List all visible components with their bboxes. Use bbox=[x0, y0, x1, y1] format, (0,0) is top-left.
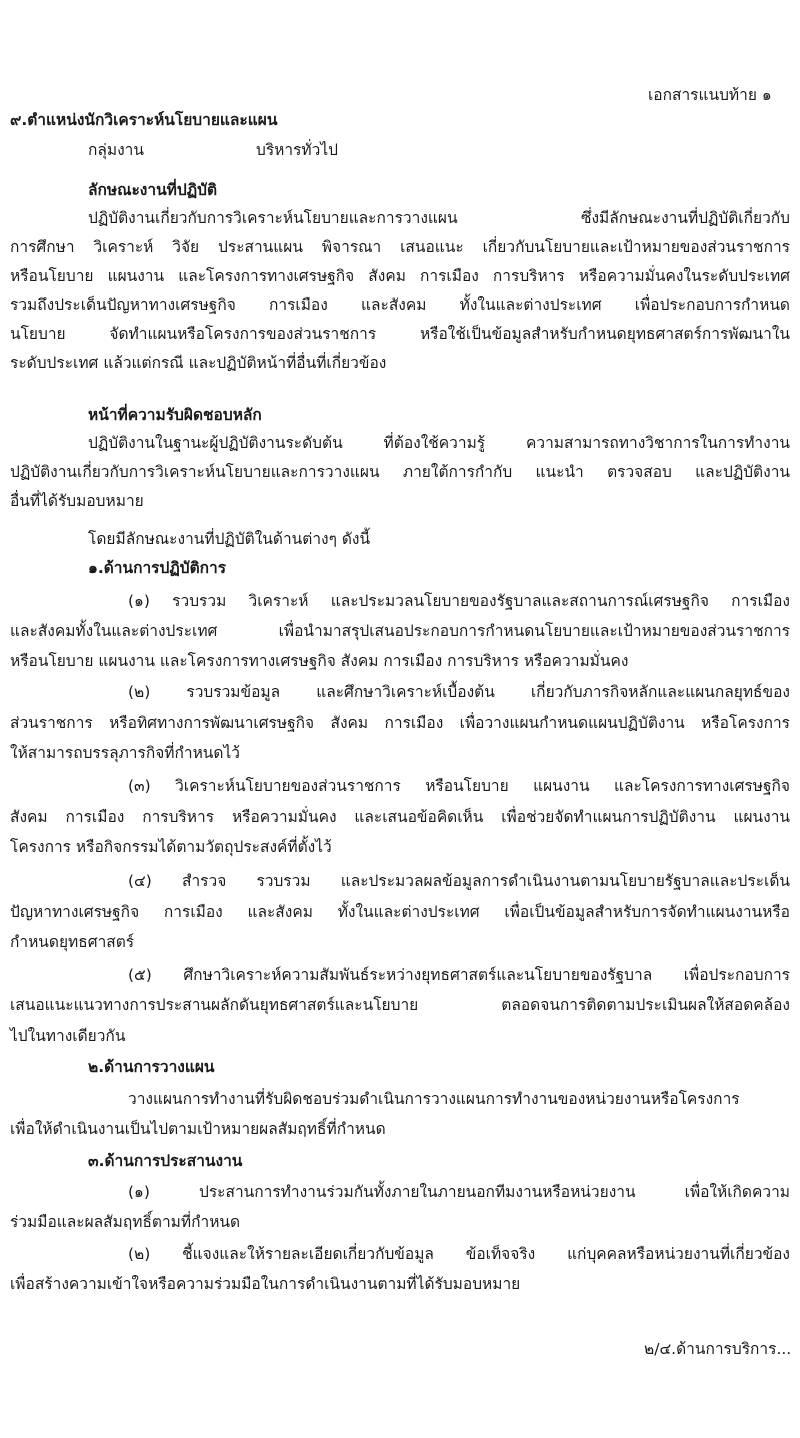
operations-heading: ๑.ด้านการปฏิบัติการ bbox=[88, 559, 227, 577]
nature-line: ปฏิบัติงานเกี่ยวกับการวิเคราะห์นโยบายและการวางแผน ซึ่งมีลักษณะงานที่ปฏิบัติเกี่ยวกับ bbox=[88, 209, 790, 227]
operations-item-line: กำหนดยุทธศาสตร์ bbox=[10, 933, 135, 951]
operations-item-line: (๑) รวบรวม วิเคราะห์ และประมวลนโยบายของรัฐบาลและสถานการณ์เศรษฐกิจ การเมือง bbox=[128, 592, 790, 610]
job-group-label: กลุ่มงาน bbox=[88, 141, 144, 159]
nature-line: การศึกษา วิเคราะห์ วิจัย ประสานแผน พิจารณา เสนอแนะ เกี่ยวกับนโยบายและเป้าหมายของส่วนราชการ bbox=[10, 238, 790, 256]
nature-line: นโยบาย จัดทำแผนหรือโครงการของส่วนราชการ หรือใช้เป็นข้อมูลสำหรับกำหนดยุทธศาสตร์การพัฒนาใน bbox=[10, 325, 790, 343]
duties-line: ปฏิบัติงานเกี่ยวกับการวิเคราะห์นโยบายและการวางแผน ภายใต้การกำกับ แนะนำ ตรวจสอบ และปฏิบัติงาน bbox=[10, 463, 790, 481]
operations-item-line: ปัญหาทางเศรษฐกิจ การเมือง และสังคม ทั้งในและต่างประเทศ เพื่อเป็นข้อมูลสำหรับการจัดทำแผนงานหรือ bbox=[10, 903, 790, 921]
job-group-value: บริหารทั่วไป bbox=[256, 141, 338, 159]
operations-item-line: (๒) รวบรวมข้อมูล และศึกษาวิเคราะห์เบื้องต้น เกี่ยวกับภารกิจหลักและแผนกลยุทธ์ของ bbox=[128, 683, 790, 701]
coordination-item-line: เพื่อสร้างความเข้าใจหรือความร่วมมือในการดำเนินงานตามที่ได้รับมอบหมาย bbox=[10, 1275, 521, 1293]
nature-heading: ลักษณะงานที่ปฏิบัติ bbox=[88, 181, 218, 199]
operations-item-line: เสนอแนะแนวทางการประสานผลักดันยุทธศาสตร์และนโยบาย ตลอดจนการติดตามประเมินผลให้สอดคล้อง bbox=[10, 996, 790, 1014]
operations-item-line: และสังคมทั้งในและต่างประเทศ เพื่อนำมาสรุปเสนอประกอบการกำหนดนโยบายและเป้าหมายของส่วนราชการ bbox=[10, 622, 790, 640]
operations-item-line: โครงการ หรือกิจกรรมได้ตามวัตถุประสงค์ที่ตั้งไว้ bbox=[10, 838, 332, 856]
duties-line: ปฏิบัติงานในฐานะผู้ปฏิบัติงานระดับต้น ที่ต้องใช้ความรู้ ความสามารถทางวิชาการในการทำงาน bbox=[88, 434, 790, 452]
continuation-note: ๒/๔.ด้านการบริการ... bbox=[644, 1340, 792, 1358]
operations-item-line: หรือนโยบาย แผนงาน และโครงการทางเศรษฐกิจ สังคม การเมือง การบริหาร หรือความมั่นคง bbox=[10, 652, 629, 670]
operations-item-line: (๓) วิเคราะห์นโยบายของส่วนราชการ หรือนโยบาย แผนงาน และโครงการทางเศรษฐกิจ bbox=[128, 777, 790, 795]
planning-line: เพื่อให้ดำเนินงานเป็นไปตามเป้าหมายผลสัมฤทธิ์ที่กำหนด bbox=[10, 1120, 386, 1138]
duties-intro: โดยมีลักษณะงานที่ปฏิบัติในด้านต่างๆ ดังนี้ bbox=[88, 530, 371, 548]
attachment-label: เอกสารแนบท้าย ๑ bbox=[648, 86, 772, 104]
nature-line: ระดับประเทศ แล้วแต่กรณี และปฏิบัติหน้าที่อื่นที่เกี่ยวข้อง bbox=[10, 354, 387, 372]
duties-heading: หน้าที่ความรับผิดชอบหลัก bbox=[88, 406, 262, 424]
operations-item-line: ส่วนราชการ หรือทิศทางการพัฒนาเศรษฐกิจ สังคม การเมือง เพื่อวางแผนกำหนดแผนปฏิบัติงาน หรือโครงการ bbox=[10, 714, 790, 732]
position-title: ๙.ตำแหน่งนักวิเคราะห์นโยบายและแผน bbox=[10, 111, 278, 129]
coordination-item-line: ร่วมมือและผลสัมฤทธิ์ตามที่กำหนด bbox=[10, 1213, 241, 1231]
coordination-item-line: (๑) ประสานการทำงานร่วมกันทั้งภายในภายนอกทีมงานหรือหน่วยงาน เพื่อให้เกิดความ bbox=[128, 1183, 790, 1201]
operations-item-line: (๕) ศึกษาวิเคราะห์ความสัมพันธ์ระหว่างยุทธศาสตร์และนโยบายของรัฐบาล เพื่อประกอบการ bbox=[128, 966, 790, 984]
operations-item-line: ไปในทางเดียวกัน bbox=[10, 1027, 126, 1045]
planning-line: วางแผนการทำงานที่รับผิดชอบร่วมดำเนินการวางแผนการทำงานของหน่วยงานหรือโครงการ bbox=[128, 1090, 740, 1108]
coordination-heading: ๓.ด้านการประสานงาน bbox=[88, 1152, 243, 1170]
planning-heading: ๒.ด้านการวางแผน bbox=[88, 1058, 215, 1076]
operations-item-line: (๔) สำรวจ รวบรวม และประมวลผลข้อมูลการดำเนินงานตามนโยบายรัฐบาลและประเด็น bbox=[128, 872, 790, 890]
coordination-item-line: (๒) ชี้แจงและให้รายละเอียดเกี่ยวกับข้อมูล ข้อเท็จจริง แก่บุคคลหรือหน่วยงานที่เกี่ยวข้อง bbox=[128, 1245, 790, 1263]
nature-line: รวมถึงประเด็นปัญหาทางเศรษฐกิจ การเมือง และสังคม ทั้งในและต่างประเทศ เพื่อประกอบการกำหนด bbox=[10, 296, 790, 314]
operations-item-line: สังคม การเมือง การบริหาร หรือความมั่นคง และเสนอข้อคิดเห็น เพื่อช่วยจัดทำแผนการปฏิบัติงาน แผนงาน bbox=[10, 808, 790, 826]
duties-line: อื่นที่ได้รับมอบหมาย bbox=[10, 492, 144, 510]
operations-item-line: ให้สามารถบรรลุภารกิจที่กำหนดไว้ bbox=[10, 744, 240, 762]
nature-line: หรือนโยบาย แผนงาน และโครงการทางเศรษฐกิจ สังคม การเมือง การบริหาร หรือความมั่นคงในระดับประเทศ bbox=[10, 267, 790, 285]
